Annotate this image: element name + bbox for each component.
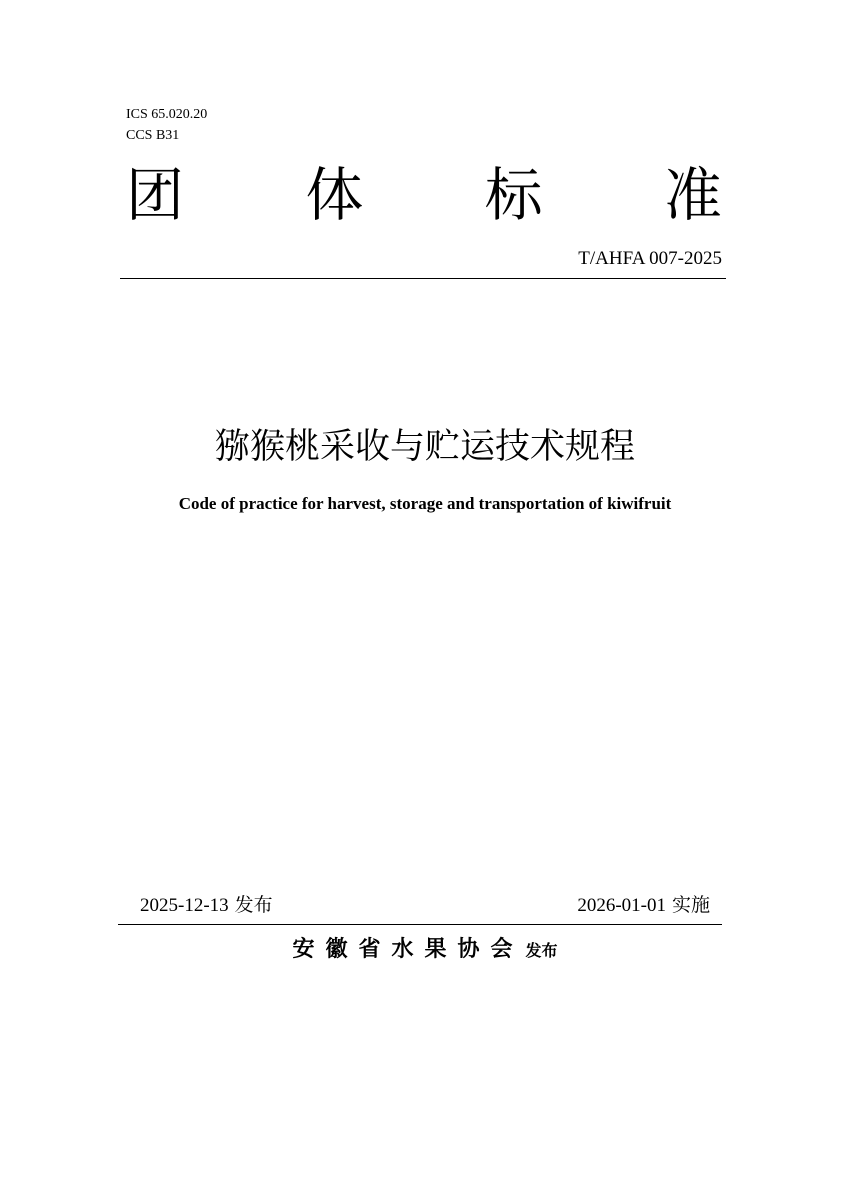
- top-divider: [120, 278, 726, 279]
- publisher-name: 安徽省水果协会: [292, 937, 524, 962]
- ccs-code: CCS B31: [126, 128, 180, 143]
- document-title-chinese: 猕猴桃采收与贮运技术规程: [214, 427, 635, 467]
- heading-char-4: 准: [663, 161, 722, 229]
- ics-code: ICS 65.020.20: [126, 107, 208, 122]
- document-title-english: Code of practice for harvest, storage and transportation of kiwifruit: [178, 494, 672, 513]
- publisher-line: [0, 934, 850, 967]
- implementation-date: 2026-01-01: [577, 895, 666, 916]
- bottom-divider: [118, 924, 722, 925]
- issue-label: 发布: [234, 894, 273, 916]
- issue-date: 2025-12-13: [140, 895, 229, 916]
- issue-date-line: [140, 892, 273, 919]
- heading-char-2: 体: [305, 161, 364, 229]
- implementation-date-line: [577, 892, 710, 919]
- publisher-suffix: 发布: [525, 941, 558, 960]
- implementation-label: 实施: [671, 894, 710, 916]
- heading-char-1: 团: [126, 161, 185, 229]
- heading-char-3: 标: [484, 161, 543, 229]
- standard-number: T/AHFA 007-2025: [578, 248, 722, 269]
- standard-type-heading: [126, 163, 722, 227]
